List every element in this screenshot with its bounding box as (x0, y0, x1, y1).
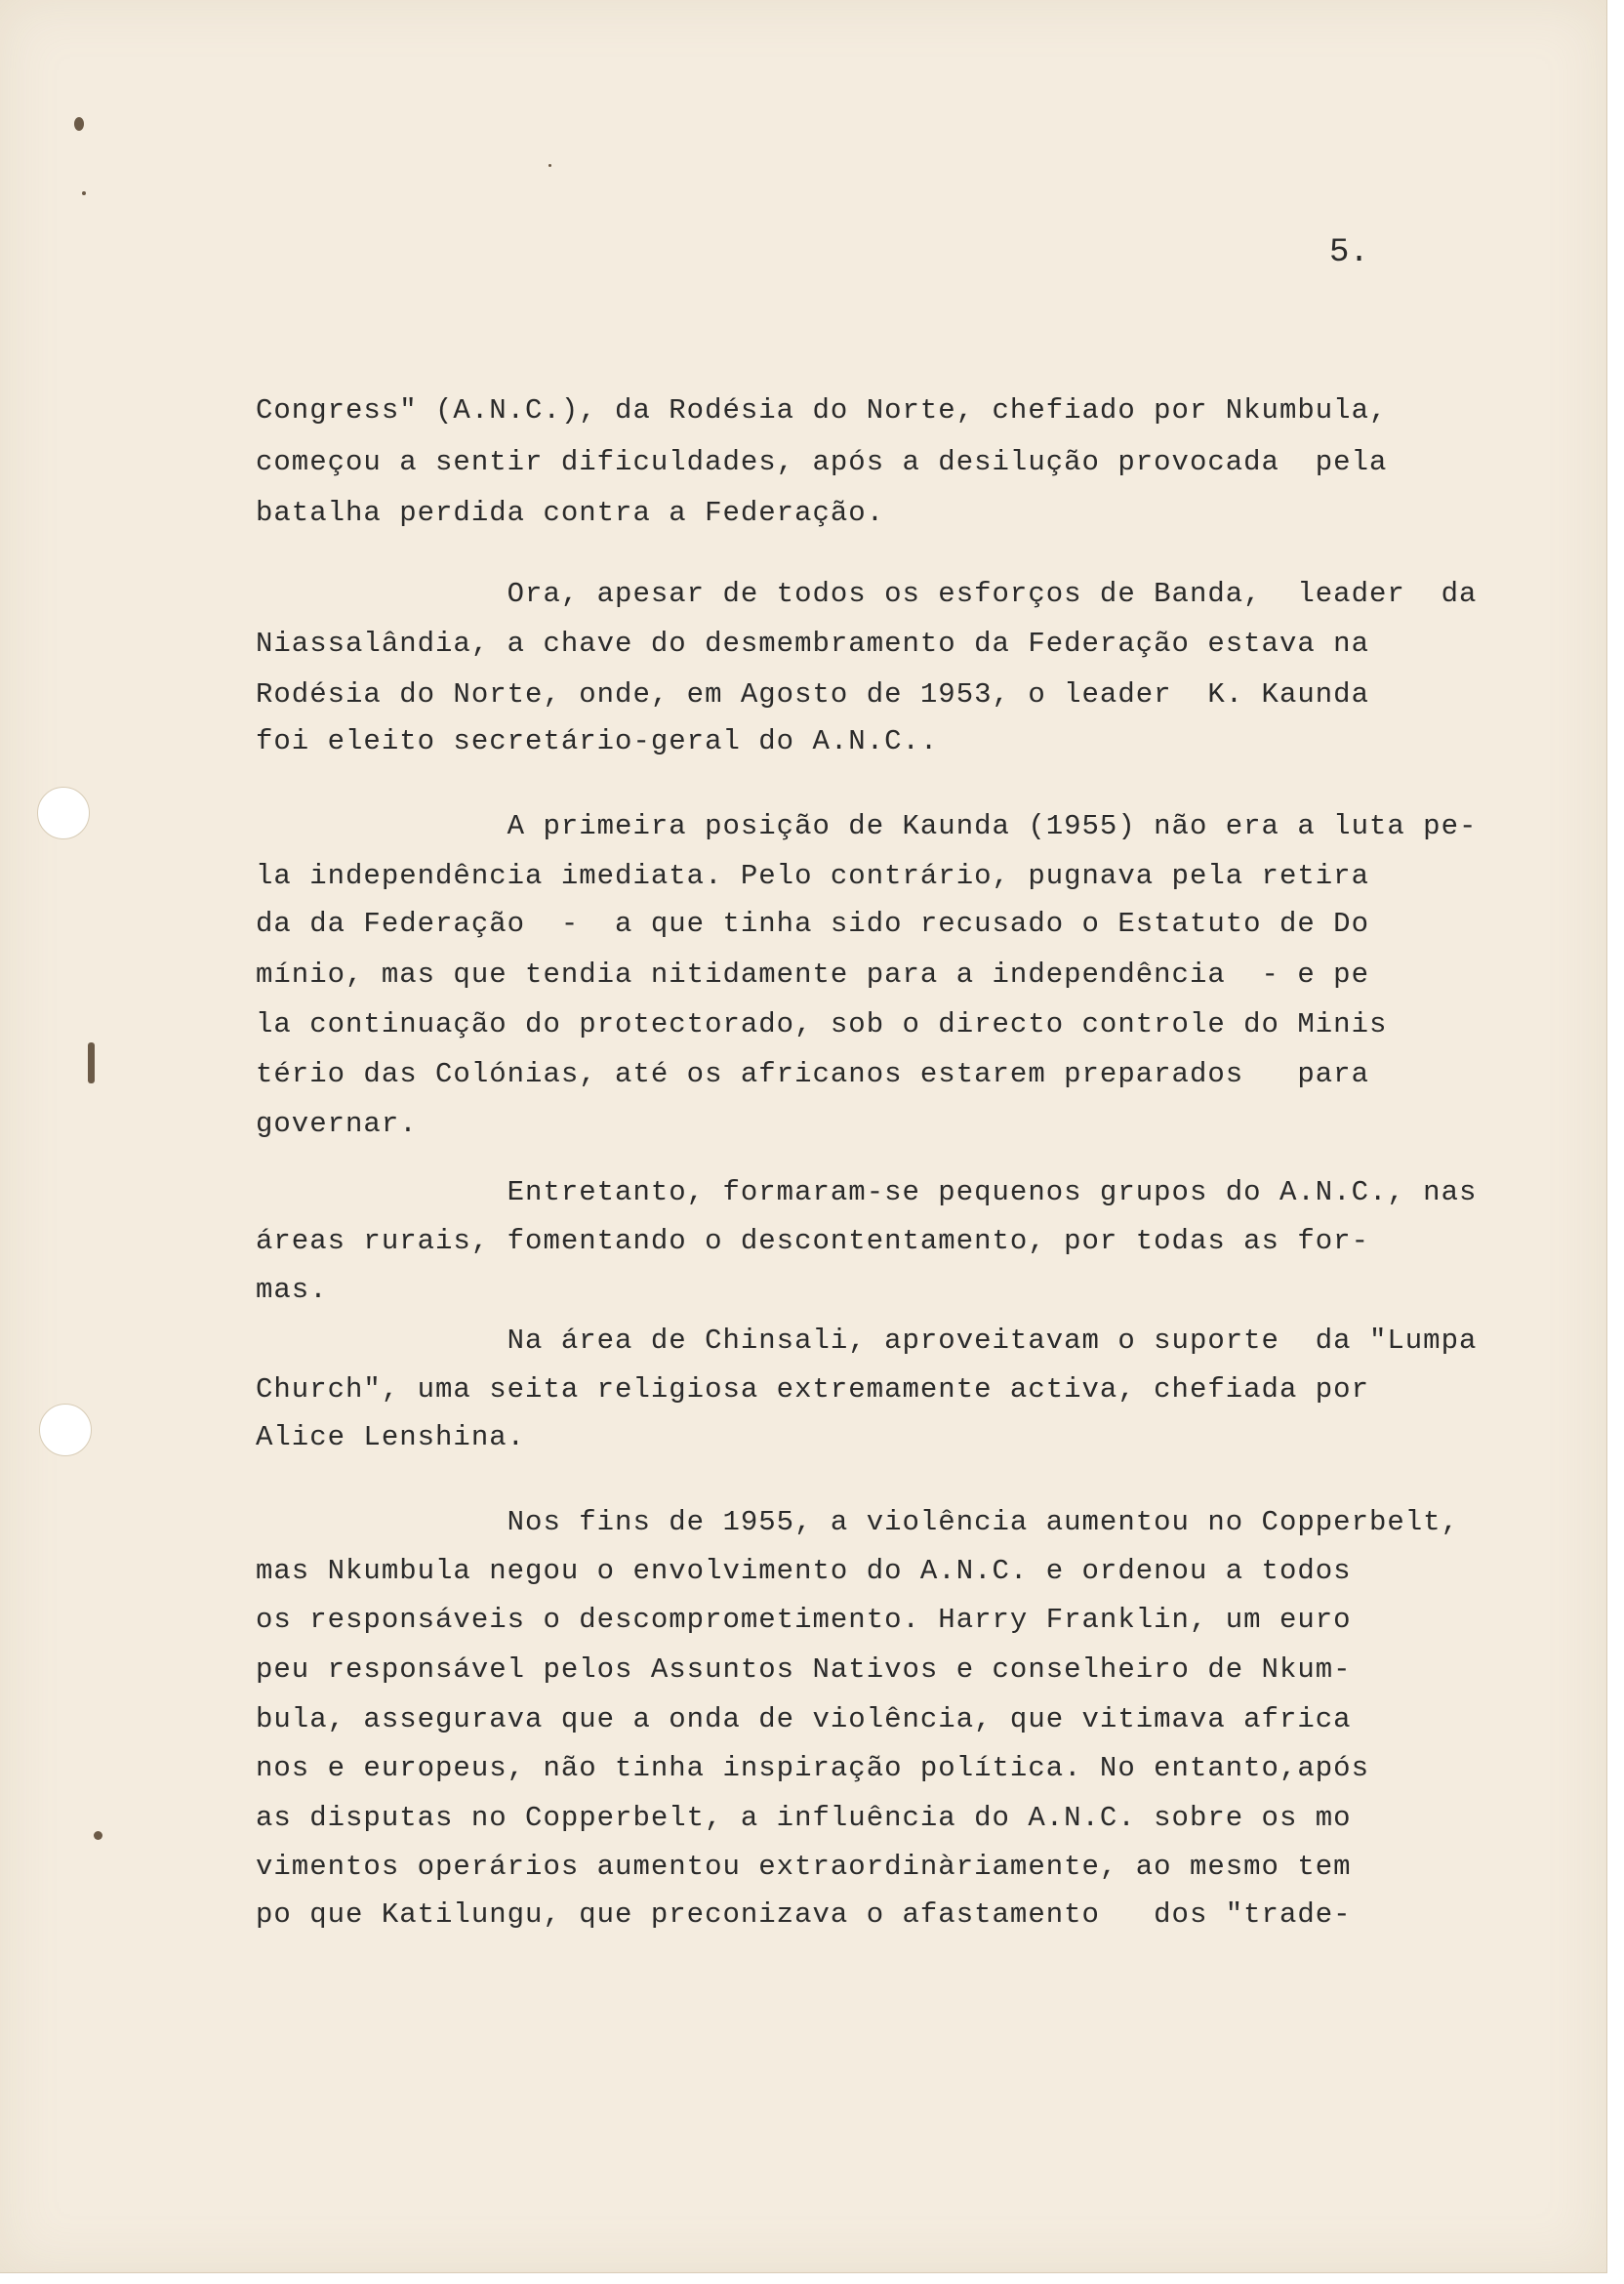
text-line: nos e europeus, não tinha inspiração política. No entanto,após (256, 1752, 1369, 1784)
text-line: la continuação do protectorado, sob o directo controle do Minis (256, 1008, 1388, 1040)
text-line: Congress" (A.N.C.), da Rodésia do Norte, chefiado por Nkumbula, (256, 394, 1388, 427)
text-line: começou a sentir dificuldades, após a desilução provocada pela (256, 446, 1388, 478)
text-line: os responsáveis o descomprometimento. Harry Franklin, um euro (256, 1604, 1352, 1636)
text-line: A primeira posição de Kaunda (1955) não era a luta pe- (256, 810, 1478, 842)
punch-hole-top (37, 787, 90, 839)
text-line: mínio, mas que tendia nitidamente para a independência - e pe (256, 958, 1369, 991)
text-line: la independência imediata. Pelo contrário, pugnava pela retira (256, 860, 1369, 892)
paper-mark (548, 164, 551, 167)
text-line: áreas rurais, fomentando o descontentamento, por todas as for- (256, 1225, 1369, 1257)
text-line: po que Katilungu, que preconizava o afastamento dos "trade- (256, 1898, 1352, 1931)
text-line: da da Federação - a que tinha sido recusado o Estatuto de Do (256, 908, 1369, 940)
text-line: Church", uma seita religiosa extremamente activa, chefiada por (256, 1373, 1369, 1406)
text-line: mas Nkumbula negou o envolvimento do A.N.C. e ordenou a todos (256, 1555, 1352, 1587)
text-line: Niassalândia, a chave do desmembramento da Federação estava na (256, 628, 1369, 660)
text-line: foi eleito secretário-geral do A.N.C.. (256, 725, 939, 757)
paper-mark (74, 117, 84, 131)
text-line: Entretanto, formaram-se pequenos grupos do A.N.C., nas (256, 1176, 1478, 1208)
punch-hole-bottom (39, 1404, 92, 1456)
text-line: peu responsável pelos Assuntos Nativos e conselheiro de Nkum- (256, 1653, 1352, 1686)
text-line: Nos fins de 1955, a violência aumentou no Copperbelt, (256, 1506, 1459, 1538)
paper-mark (94, 1831, 102, 1840)
page-number: 5. (1329, 234, 1369, 271)
text-line: Ora, apesar de todos os esforços de Banda, leader da (256, 578, 1478, 610)
text-line: governar. (256, 1108, 418, 1140)
paper-mark (88, 1042, 95, 1083)
text-line: Rodésia do Norte, onde, em Agosto de 1953, o leader K. Kaunda (256, 678, 1369, 711)
text-line: vimentos operários aumentou extraordinàriamente, ao mesmo tem (256, 1851, 1352, 1883)
text-line: Alice Lenshina. (256, 1421, 526, 1453)
text-line: as disputas no Copperbelt, a influência do A.N.C. sobre os mo (256, 1802, 1352, 1834)
text-line: tério das Colónias, até os africanos estarem preparados para (256, 1058, 1369, 1090)
text-line: mas. (256, 1274, 328, 1306)
text-line: batalha perdida contra a Federação. (256, 497, 885, 529)
text-line: bula, assegurava que a onda de violência, que vitimava africa (256, 1703, 1352, 1735)
paper-mark (82, 191, 86, 195)
text-line: Na área de Chinsali, aproveitavam o suporte da "Lumpa (256, 1325, 1478, 1357)
